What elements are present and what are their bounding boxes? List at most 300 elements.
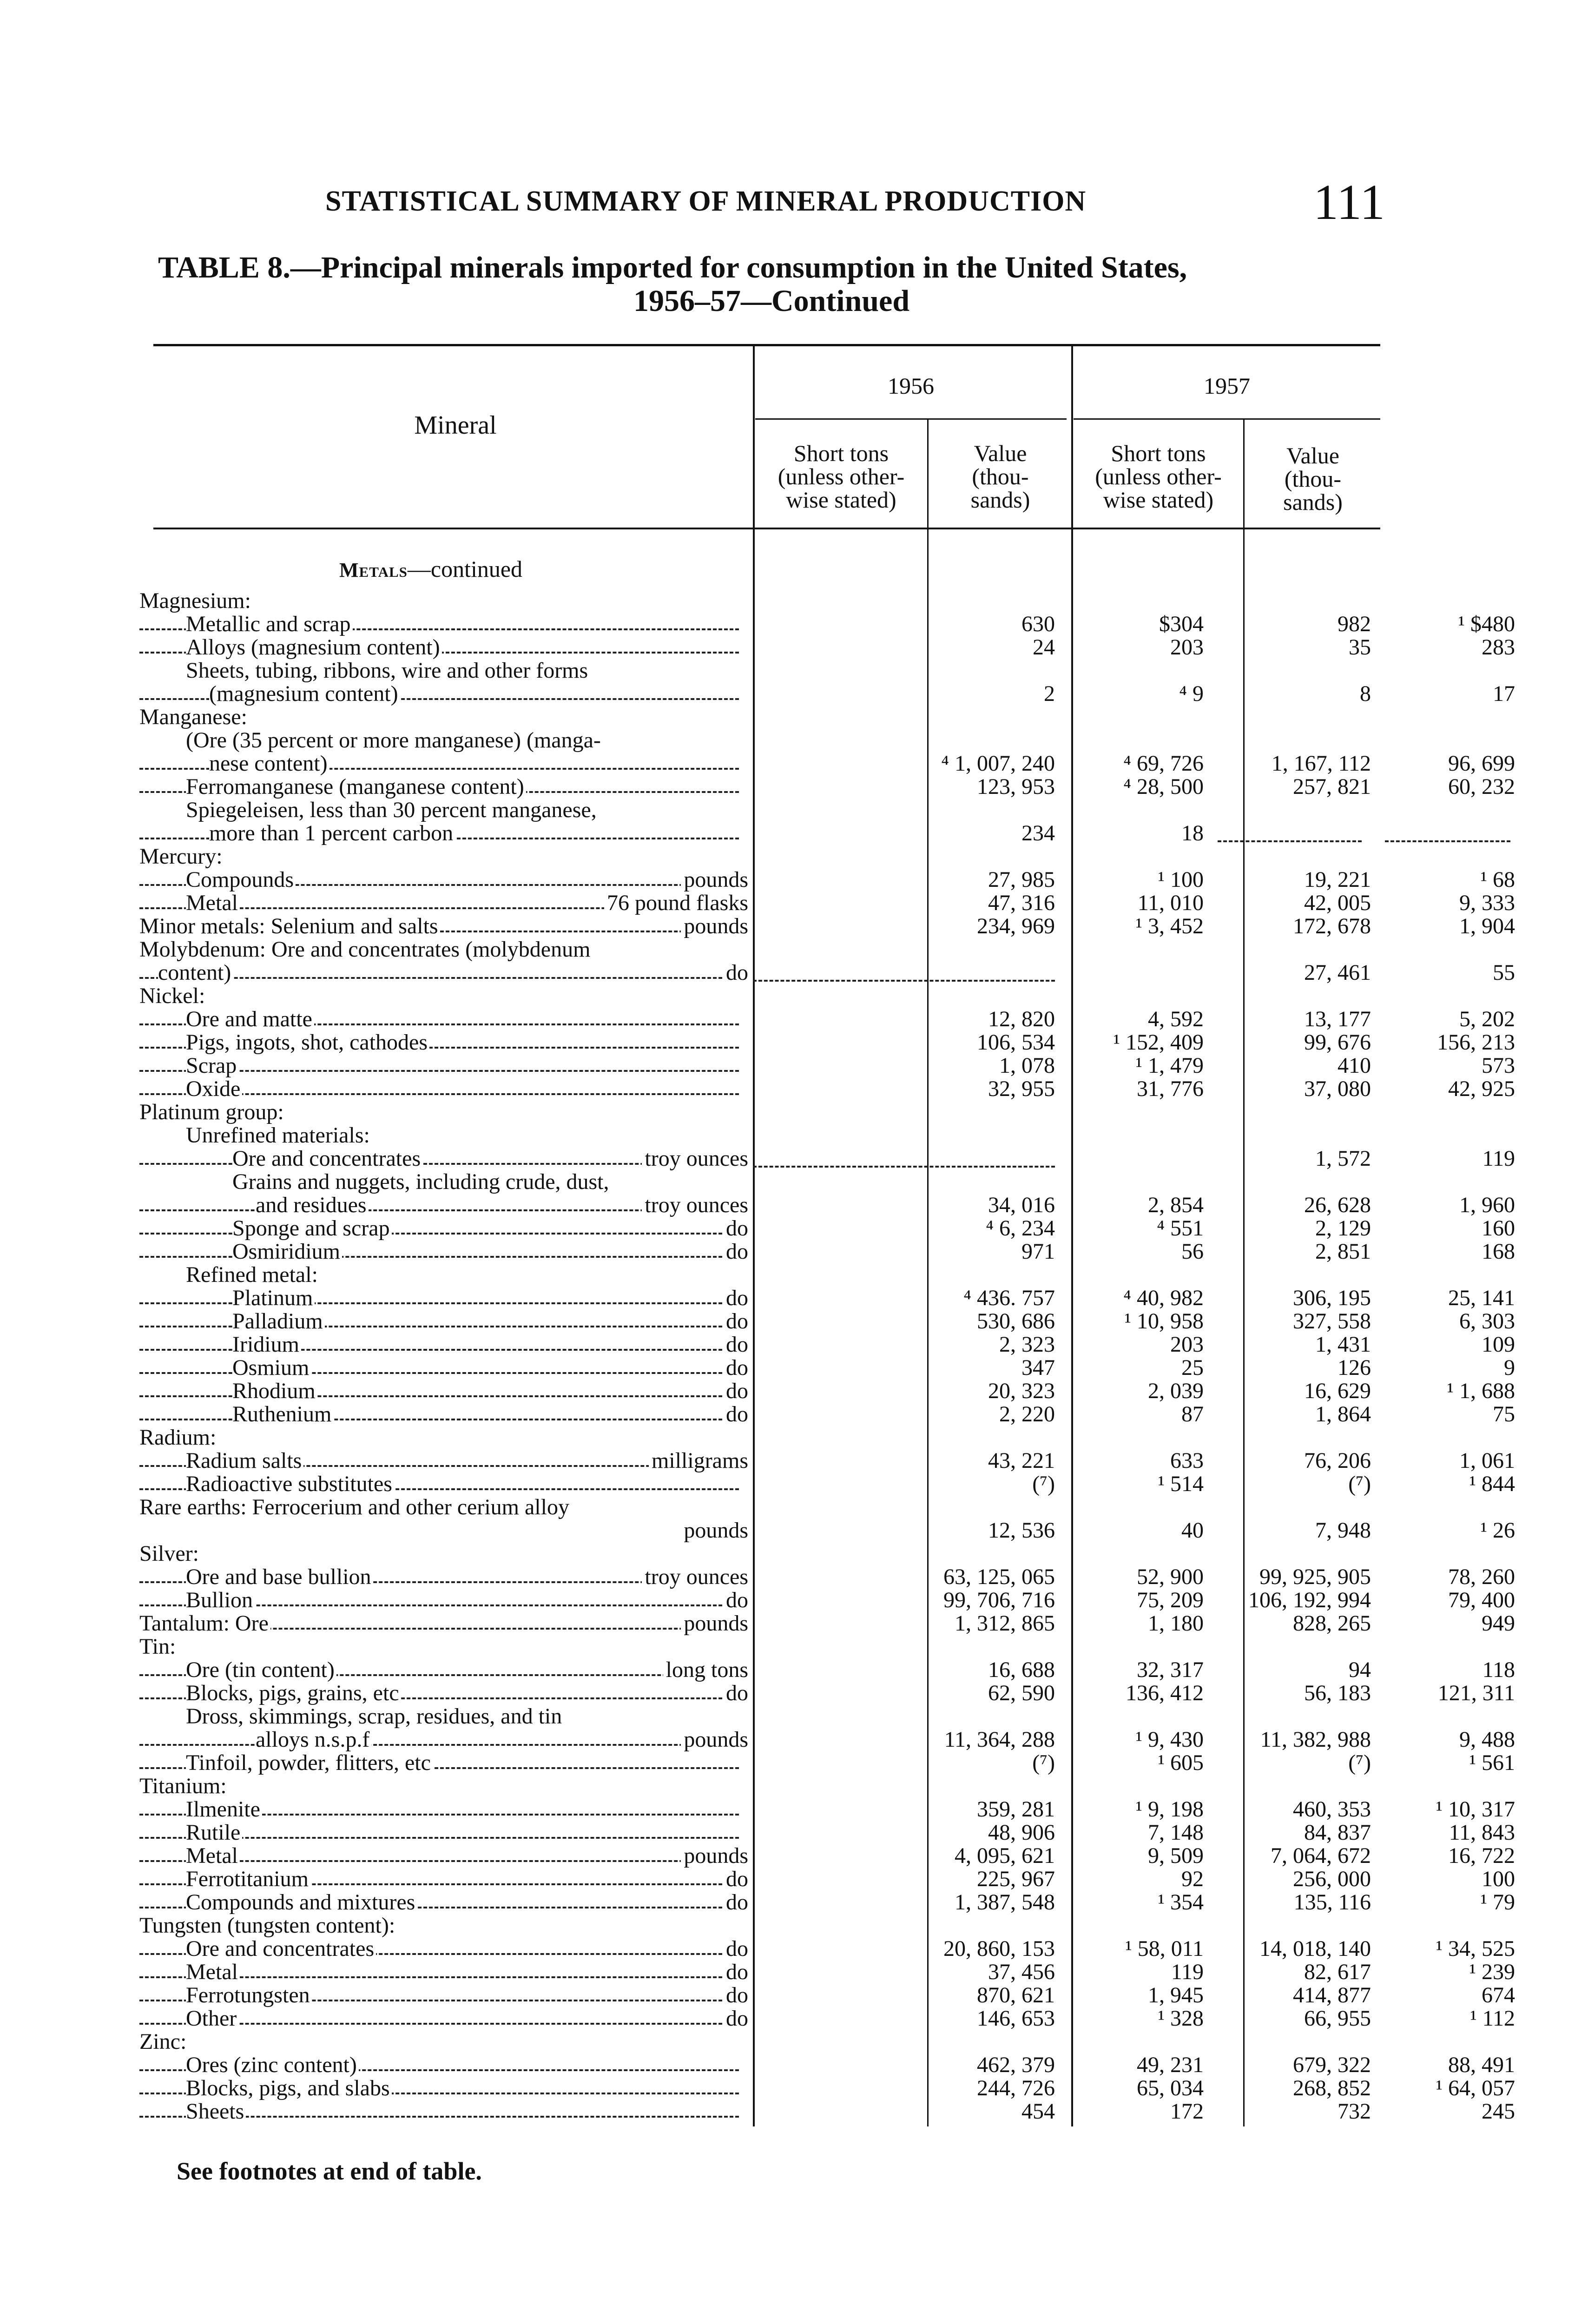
table-row [139, 1681, 1515, 1705]
cell-quantity: 1, 078 [999, 1053, 1055, 1078]
row-label-text: Blocks, pigs, and slabs [186, 2077, 392, 2100]
table-row [139, 1263, 1394, 1287]
cell-value: ¹ 328 [1158, 2006, 1204, 2031]
table-row [139, 867, 1515, 892]
table-row [139, 1007, 1515, 1031]
row-label-text: Ore and concentrates [186, 1937, 376, 1961]
cell-quantity: 43, 221 [988, 1448, 1055, 1473]
row-label-text: Ilmenite [186, 1798, 262, 1821]
row-label [139, 1542, 748, 1565]
cell-quantity: ⁴ 436. 757 [963, 1286, 1055, 1310]
row-unit: do [723, 1310, 748, 1333]
table-row [139, 1402, 1515, 1426]
row-label [139, 752, 748, 775]
table-row [139, 1705, 1394, 1728]
cell-quantity: 347 [1021, 1355, 1055, 1380]
row-label-text: Mercury: [139, 845, 224, 868]
cell-quantity: 2, 220 [999, 1402, 1055, 1426]
table-row [139, 1775, 1394, 1798]
cell-quantity: 460, 353 [1293, 1797, 1371, 1822]
row-label-text: Compounds [186, 868, 296, 891]
row-unit: long tons [663, 1658, 748, 1682]
row-label [139, 961, 748, 984]
cell-value: ¹ 64, 057 [1436, 2076, 1515, 2100]
table-row [139, 1750, 1515, 1775]
row-label [139, 1496, 748, 1519]
header-quantity-line: wise stated) [786, 487, 896, 513]
row-label-text: Tinfoil, powder, flitters, etc [186, 1751, 433, 1775]
table-row [139, 681, 1515, 706]
cell-value: 119 [1171, 1960, 1204, 1984]
row-unit: do [723, 1356, 748, 1380]
row-label-text: Refined metal: [186, 1263, 320, 1287]
cell-quantity: 244, 726 [977, 2076, 1055, 2100]
cell-no-data [753, 966, 1055, 982]
table-row [139, 751, 1515, 776]
table-row [139, 1890, 1515, 1915]
cell-value: 674 [1482, 1983, 1515, 2007]
cell-value: 9, 333 [1459, 891, 1515, 915]
row-label-text: Rhodium [232, 1380, 317, 1403]
header-value-line: sands) [970, 487, 1030, 513]
row-label-text: Silver: [139, 1542, 201, 1565]
row-unit: do [723, 1287, 748, 1310]
cell-quantity: 16, 688 [988, 1657, 1055, 1682]
row-label-text: Sheets [186, 2100, 246, 2123]
cell-value: 633 [1170, 1448, 1204, 1473]
row-label [139, 1356, 748, 1380]
table-row [139, 1565, 1515, 1589]
cell-value: 156, 213 [1437, 1030, 1515, 1055]
cell-quantity: 11, 382, 988 [1260, 1727, 1371, 1752]
header-value-line: sands) [1283, 489, 1343, 515]
cell-value: ¹ 10, 317 [1436, 1797, 1515, 1822]
table-row [139, 1960, 1515, 1984]
table-row [139, 1239, 1515, 1264]
row-label-text: Osmium [232, 1356, 311, 1380]
cell-value: 75 [1493, 1402, 1515, 1426]
cell-value: 2, 039 [1148, 1379, 1204, 1403]
cell-value: ¹ 239 [1469, 1960, 1515, 1984]
header-value-line: (thou- [1284, 466, 1342, 492]
cell-value: 119 [1482, 1146, 1515, 1171]
row-label [139, 1658, 748, 1682]
table-row [139, 984, 1394, 1008]
table-row [139, 1472, 1515, 1496]
table-row [139, 799, 1394, 822]
table-row [139, 960, 1515, 985]
header-value-1957 [1245, 444, 1380, 514]
row-label-text: Metal [186, 891, 240, 915]
table-row [139, 1635, 1394, 1658]
cell-value: 18 [1181, 821, 1204, 845]
table-top-rule [153, 344, 1380, 346]
cell-value: 172 [1170, 2099, 1204, 2124]
table-row [139, 1124, 1394, 1147]
row-label [139, 868, 748, 891]
table-row [139, 2006, 1515, 2031]
row-label [139, 1751, 748, 1775]
header-year-1956: 1956 [888, 373, 934, 399]
table-row [139, 1983, 1515, 2007]
cell-quantity: 1, 572 [1315, 1146, 1371, 1171]
cell-value: ⁴ 551 [1157, 1216, 1204, 1241]
row-label [139, 1519, 748, 1542]
cell-quantity: (⁷) [1032, 1472, 1055, 1496]
table-rows [139, 589, 1515, 2124]
cell-value: ⁴ 9 [1179, 681, 1204, 706]
row-label [139, 659, 748, 682]
cell-value: 7, 148 [1148, 1820, 1204, 1845]
row-label [139, 1077, 748, 1101]
table-row [139, 1657, 1515, 1682]
row-label-text: Other [186, 2007, 238, 2030]
row-unit: pounds [681, 1844, 748, 1868]
row-label [139, 822, 748, 845]
row-label [139, 2100, 748, 2123]
cell-quantity: 2, 851 [1315, 1239, 1371, 1264]
row-unit: 76 pound flasks [604, 891, 748, 915]
row-label-text: Platinum [232, 1287, 315, 1310]
section-heading [139, 548, 1394, 589]
table-row [139, 2030, 1394, 2053]
row-label [139, 915, 748, 938]
table-row [139, 1309, 1515, 1334]
row-label-text: Tin: [139, 1635, 178, 1658]
year-divider-rule-1957 [1074, 418, 1380, 420]
row-label [139, 1914, 748, 1937]
cell-no-data [753, 1152, 1055, 1168]
cell-value: ¹ 10, 958 [1124, 1309, 1204, 1334]
row-label [139, 1635, 748, 1658]
row-label-text: Ruthenium [232, 1403, 333, 1426]
header-year-1957: 1957 [1204, 373, 1250, 399]
cell-quantity: 32, 955 [988, 1076, 1055, 1101]
cell-value: ⁴ 40, 982 [1123, 1286, 1204, 1310]
cell-quantity: 257, 821 [1293, 774, 1371, 799]
row-unit: do [723, 1217, 748, 1240]
row-label [139, 2053, 748, 2077]
cell-quantity: 16, 629 [1304, 1379, 1371, 1403]
cell-quantity: ⁴ 6, 234 [986, 1216, 1055, 1241]
caption-line-2: 1956–57—Continued [633, 284, 910, 318]
cell-quantity: 679, 322 [1293, 2053, 1371, 2077]
cell-value: ¹ 1, 479 [1135, 1053, 1204, 1078]
row-label-text: Ferromanganese (manganese content) [186, 775, 526, 799]
cell-value: ¹ 605 [1158, 1750, 1204, 1775]
cell-no-data [1385, 826, 1510, 842]
cell-quantity: 13, 177 [1304, 1007, 1371, 1031]
footnote-reference: See footnotes at end of table. [177, 2157, 482, 2185]
cell-quantity: 7, 948 [1315, 1518, 1371, 1543]
cell-value: ¹ 26 [1480, 1518, 1515, 1543]
table-row [139, 914, 1515, 938]
cell-quantity: 256, 000 [1293, 1867, 1371, 1891]
cell-value: 203 [1170, 635, 1204, 660]
cell-quantity: 123, 953 [977, 774, 1055, 799]
row-label-text: Manganese: [139, 706, 249, 729]
row-label-text: Rare earths: Ferrocerium and other cerium alloy [139, 1496, 571, 1519]
header-quantity-line: (unless other- [1095, 463, 1222, 489]
row-label-text: Grains and nuggets, including crude, dust, [232, 1170, 611, 1194]
row-label [139, 706, 748, 729]
table-row [139, 1867, 1515, 1891]
row-unit: do [723, 961, 748, 984]
row-unit: troy ounces [642, 1147, 748, 1170]
row-label [139, 1426, 748, 1449]
table-row [139, 1914, 1394, 1937]
cell-quantity: 56, 183 [1304, 1681, 1371, 1705]
cell-value: 96, 699 [1448, 751, 1515, 776]
cell-quantity: 62, 590 [988, 1681, 1055, 1705]
cell-value: 283 [1482, 635, 1515, 660]
row-label-text: Molybdenum: Ore and concentrates (molybdenum [139, 938, 592, 961]
row-unit: pounds [681, 1728, 748, 1751]
row-label [139, 775, 748, 799]
cell-quantity: 37, 456 [988, 1960, 1055, 1984]
table-row [139, 1518, 1515, 1543]
cell-quantity: 327, 558 [1293, 1309, 1371, 1334]
row-label [139, 1008, 748, 1031]
row-unit: do [723, 2007, 748, 2030]
header-value-line: (thou- [972, 463, 1029, 489]
row-label [139, 1728, 748, 1751]
row-label-text: Zinc: [139, 2030, 188, 2053]
cell-quantity: 19, 221 [1304, 867, 1371, 892]
row-unit: pounds [681, 1612, 748, 1635]
cell-quantity: 34, 016 [988, 1193, 1055, 1217]
row-unit: do [723, 1589, 748, 1612]
cell-value: 75, 209 [1137, 1588, 1204, 1612]
row-label-text: Metal [186, 1844, 240, 1868]
cell-quantity: 2 [1044, 681, 1055, 706]
row-unit: troy ounces [642, 1565, 748, 1589]
row-unit: do [723, 1380, 748, 1403]
table-row [139, 1216, 1515, 1241]
cell-value: ¹ 844 [1469, 1472, 1515, 1496]
table-row [139, 1820, 1515, 1845]
cell-quantity: 828, 265 [1293, 1611, 1371, 1636]
cell-quantity: 37, 080 [1304, 1076, 1371, 1101]
row-unit: do [723, 1984, 748, 2007]
cell-quantity: 82, 617 [1304, 1960, 1371, 1984]
row-label [139, 1217, 748, 1240]
table-row [139, 774, 1515, 799]
row-label-text: Metal [186, 1961, 240, 1984]
row-unit: pounds [681, 1519, 748, 1542]
cell-quantity: 410 [1338, 1053, 1371, 1078]
cell-value: ¹ 58, 011 [1125, 1936, 1204, 1961]
header-quantity-line: Short tons [793, 440, 889, 466]
cell-quantity: 99, 676 [1304, 1030, 1371, 1055]
table-row [139, 1286, 1515, 1310]
row-label-text: Sponge and scrap [232, 1217, 392, 1240]
table-row [139, 1542, 1394, 1565]
row-unit: do [723, 1961, 748, 1984]
header-quantity-line: wise stated) [1103, 487, 1214, 513]
cell-quantity: 1, 431 [1315, 1332, 1371, 1357]
row-label-text: Oxide [186, 1077, 242, 1101]
cell-value: 11, 010 [1137, 891, 1204, 915]
row-label [139, 1937, 748, 1961]
cell-value: ¹ 514 [1158, 1472, 1204, 1496]
row-label-text: Minor metals: Selenium and salts [139, 915, 440, 938]
cell-value: 109 [1482, 1332, 1515, 1357]
row-label-text: Iridium [232, 1333, 301, 1356]
row-unit: do [723, 1240, 748, 1263]
row-label [139, 729, 748, 752]
cell-value: $304 [1159, 612, 1204, 636]
cell-value: 17 [1493, 681, 1515, 706]
table-row [139, 1379, 1515, 1403]
cell-value: ¹ 354 [1158, 1890, 1204, 1915]
row-unit: do [723, 1891, 748, 1914]
cell-value: 56 [1181, 1239, 1204, 1264]
row-label-text: Radioactive substitutes [186, 1472, 394, 1496]
cell-value: 949 [1482, 1611, 1515, 1636]
table-row [139, 706, 1394, 729]
cell-value: 32, 317 [1137, 1657, 1204, 1682]
cell-value: ¹ 9, 198 [1135, 1797, 1204, 1822]
row-label-text [186, 1519, 188, 1542]
row-unit: do [723, 1333, 748, 1356]
cell-quantity: 99, 925, 905 [1259, 1565, 1371, 1589]
table-row [139, 1797, 1515, 1822]
table-row [139, 1611, 1515, 1636]
cell-quantity: 94 [1349, 1657, 1371, 1682]
cell-quantity: (⁷) [1348, 1750, 1371, 1775]
table-row [139, 729, 1394, 752]
header-mineral: Mineral [414, 411, 497, 440]
cell-value: 31, 776 [1137, 1076, 1204, 1101]
cell-value: ¹ 34, 525 [1436, 1936, 1515, 1961]
row-label [139, 2030, 748, 2053]
row-label-text: and residues [256, 1194, 369, 1217]
row-label [139, 2077, 748, 2100]
row-label-text: Titanium: [139, 1775, 229, 1798]
cell-value: 9 [1504, 1355, 1515, 1380]
row-label [139, 1101, 748, 1124]
cell-quantity: 1, 312, 865 [955, 1611, 1055, 1636]
cell-value: 78, 260 [1448, 1565, 1515, 1589]
table-row [139, 1355, 1515, 1380]
cell-quantity: 27, 461 [1304, 960, 1371, 985]
row-label [139, 1170, 748, 1194]
row-unit: pounds [681, 868, 748, 891]
cell-quantity: 63, 125, 065 [943, 1565, 1055, 1589]
cell-value: 6, 303 [1459, 1309, 1515, 1334]
cell-quantity: 146, 653 [977, 2006, 1055, 2031]
row-label [139, 1403, 748, 1426]
row-label [139, 1984, 748, 2007]
row-label [139, 613, 748, 636]
row-label [139, 938, 748, 961]
table-row [139, 1588, 1515, 1612]
cell-quantity: 48, 906 [988, 1820, 1055, 1845]
cell-value: ¹ 1, 688 [1447, 1379, 1515, 1403]
row-label [139, 1054, 748, 1077]
table-row [139, 845, 1394, 868]
row-label-text: Ore and concentrates [232, 1147, 422, 1170]
cell-quantity: 306, 195 [1293, 1286, 1371, 1310]
cell-value: 88, 491 [1448, 2053, 1515, 2077]
row-label [139, 1449, 748, 1472]
cell-value: 1, 061 [1459, 1448, 1515, 1473]
table-row [139, 1053, 1515, 1078]
cell-quantity: 14, 018, 140 [1259, 1936, 1371, 1961]
cell-value: 1, 904 [1459, 914, 1515, 938]
row-label-text: (magnesium content) [209, 682, 400, 706]
table-row [139, 2076, 1515, 2100]
cell-value: 42, 925 [1448, 1076, 1515, 1101]
row-label [139, 1124, 748, 1147]
cell-value: ¹ 68 [1480, 867, 1515, 892]
row-label-text: Nickel: [139, 984, 207, 1008]
cell-quantity: 982 [1338, 612, 1371, 636]
cell-value: 60, 232 [1448, 774, 1515, 799]
cell-value: 573 [1482, 1053, 1515, 1078]
cell-quantity: 11, 364, 288 [944, 1727, 1055, 1752]
row-label-text: Tungsten (tungsten content): [139, 1914, 397, 1937]
row-label [139, 1031, 748, 1054]
row-label-text: Scrap [186, 1054, 238, 1077]
row-label-text: Magnesium: [139, 589, 253, 613]
table-row [139, 1936, 1515, 1961]
cell-quantity: 414, 877 [1293, 1983, 1371, 2007]
cell-value: ¹ 79 [1480, 1890, 1515, 1915]
cell-quantity: 172, 678 [1293, 914, 1371, 938]
row-label [139, 1194, 748, 1217]
row-label-text: Platinum group: [139, 1101, 286, 1124]
row-label-text: Ore and matte [186, 1008, 314, 1031]
row-label-text: Radium: [139, 1426, 218, 1449]
row-label-text: Ferrotungsten [186, 1984, 312, 2007]
row-label [139, 1565, 748, 1589]
cell-value: ¹ 561 [1469, 1750, 1515, 1775]
header-bottom-rule [153, 528, 1380, 529]
cell-quantity: 268, 852 [1293, 2076, 1371, 2100]
table-body [139, 548, 1515, 2124]
row-label-text: Rutile [186, 1821, 242, 1844]
table-caption [158, 251, 1385, 318]
cell-quantity: 84, 837 [1304, 1820, 1371, 1845]
cell-value: 2, 854 [1148, 1193, 1204, 1217]
cell-value: 25, 141 [1448, 1286, 1515, 1310]
cell-value: 40 [1181, 1518, 1204, 1543]
row-label-text: Alloys (magnesium content) [186, 636, 442, 659]
table-row [139, 2053, 1515, 2077]
table-row [139, 1030, 1515, 1055]
table-row [139, 1193, 1515, 1217]
row-label [139, 1147, 748, 1170]
table-row [139, 1448, 1515, 1473]
cell-value: 1, 180 [1148, 1611, 1204, 1636]
row-label-text: Dross, skimmings, scrap, residues, and tin [186, 1705, 564, 1728]
cell-quantity: 234, 969 [977, 914, 1055, 938]
row-label [139, 1868, 748, 1891]
header-quantity-line: (unless other- [778, 463, 905, 489]
cell-value: ⁴ 69, 726 [1123, 751, 1204, 776]
row-label [139, 891, 748, 915]
table-row [139, 612, 1515, 636]
header-quantity-1957 [1074, 442, 1243, 511]
row-label-text: Radium salts [186, 1449, 303, 1472]
cell-value: 1, 945 [1148, 1983, 1204, 2007]
row-label [139, 984, 748, 1008]
cell-quantity: 99, 706, 716 [943, 1588, 1055, 1612]
row-label-text: more than 1 percent carbon [209, 822, 455, 845]
cell-quantity: 1, 387, 548 [955, 1890, 1055, 1915]
